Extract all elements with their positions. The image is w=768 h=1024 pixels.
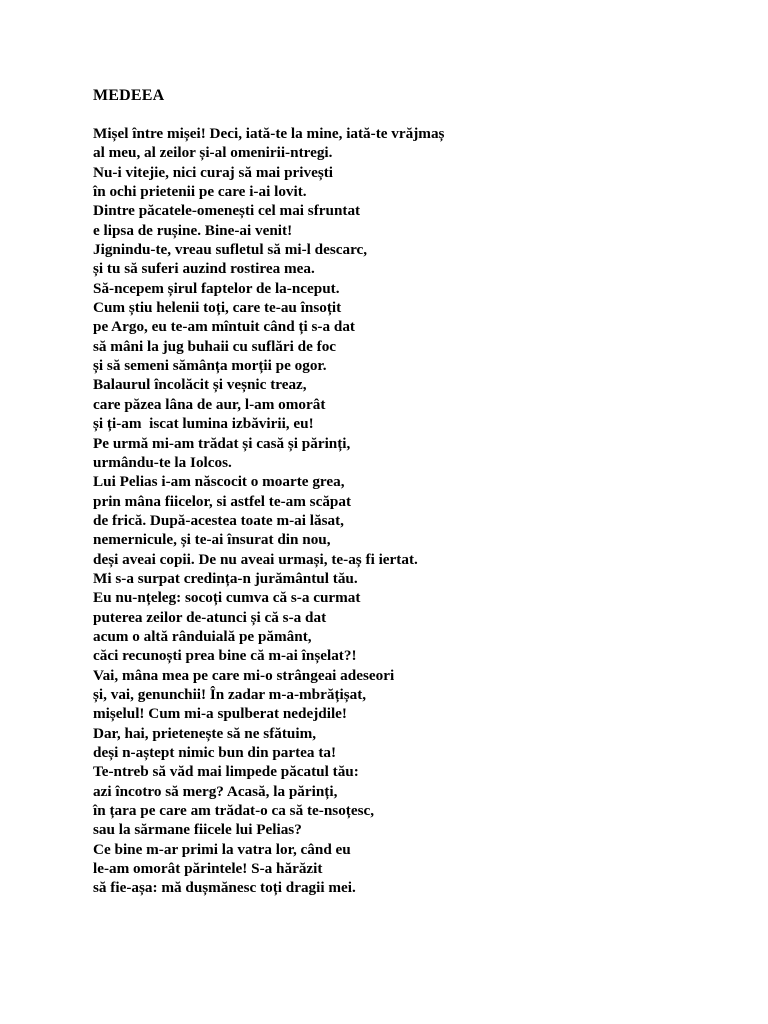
poem-line: Eu nu-nțeleg: socoți cumva că s-a curmat bbox=[93, 589, 361, 607]
poem-line: să fie-așa: mă dușmănesc toți dragii mei. bbox=[93, 879, 356, 897]
poem-line: prin mâna fiicelor, si astfel te-am scăpat bbox=[93, 492, 352, 510]
poem-line: Dar, hai, prietenește să ne sfătuim, bbox=[93, 724, 317, 742]
poem-line: Dintre păcatele-omenești cel mai sfruntat bbox=[93, 202, 361, 220]
poem-line: acum o altă rânduială pe pământ, bbox=[93, 627, 312, 645]
poem-line: nemernicule, și te-ai însurat din nou, bbox=[93, 531, 331, 549]
poem-line: mișelul! Cum mi-a spulberat nedejdile! bbox=[93, 705, 347, 723]
poem-line: al meu, al zeilor și-al omenirii-ntregi. bbox=[93, 144, 333, 162]
poem-line: Te-ntreb să văd mai limpede păcatul tău: bbox=[93, 763, 359, 781]
poem-line: să mâni la jug buhaii cu suflări de foc bbox=[93, 337, 337, 355]
poem-line: și, vai, genunchii! În zadar m-a-mbrățișat, bbox=[93, 685, 367, 703]
poem-text bbox=[93, 124, 753, 898]
poem-line: și să semeni sămânța morții pe ogor. bbox=[93, 357, 327, 375]
poem-line: Mișel între mișei! Deci, iată-te la mine, iată-te vrăjmaș bbox=[93, 125, 445, 142]
poem-line: de frică. După-acestea toate m-ai lăsat, bbox=[93, 511, 344, 529]
poem-line: în țara pe care am trădat-o ca să te-nsoțesc, bbox=[93, 802, 375, 820]
poem-line: căci recunoști prea bine că m-ai înșelat?! bbox=[93, 647, 357, 665]
poem-line: Ce bine m-ar primi la vatra lor, când eu bbox=[93, 840, 351, 858]
poem-line: Mi s-a surpat credința-n jurământul tău. bbox=[93, 569, 358, 587]
poem-line: Lui Pelias i-am născocit o moarte grea, bbox=[93, 473, 345, 491]
poem-line: Balaurul încolăcit și veșnic treaz, bbox=[93, 376, 307, 394]
poem-line: deși n-aștept nimic bun din partea ta! bbox=[93, 744, 337, 761]
poem-line: pe Argo, eu te-am mîntuit când ți s-a dat bbox=[93, 318, 355, 336]
poem-line: Cum știu helenii toți, care te-au însoțit bbox=[93, 299, 342, 317]
poem-line: sau la sărmane fiicele lui Pelias? bbox=[93, 821, 302, 839]
poem-line: le-am omorât părintele! S-a hărăzit bbox=[93, 860, 323, 878]
poem-line: Pe urmă mi-am trădat și casă și părinți, bbox=[93, 434, 351, 452]
poem-line: azi încotro să merg? Acasă, la părinți, bbox=[93, 782, 338, 800]
poem-line: care păzea lâna de aur, l-am omorât bbox=[93, 395, 326, 413]
poem-line: Să-ncepem șirul faptelor de la-nceput. bbox=[93, 279, 340, 297]
poem-line: e lipsa de rușine. Bine-ai venit! bbox=[93, 221, 293, 239]
poem-line: Vai, mâna mea pe care mi-o strângeai adeseori bbox=[93, 666, 395, 684]
poem-line: și tu să suferi auzind rostirea mea. bbox=[93, 260, 315, 278]
document-title: MEDEEA bbox=[93, 87, 165, 104]
poem-line: puterea zeilor de-atunci și că s-a dat bbox=[93, 608, 327, 626]
poem-line: în ochi prietenii pe care i-ai lovit. bbox=[93, 183, 307, 201]
poem-line: și ți-am iscat lumina izbăvirii, eu! bbox=[93, 415, 314, 433]
poem-line: Jignindu-te, vreau sufletul să mi-l descarc, bbox=[93, 241, 368, 259]
poem-line: urmându-te la Iolcos. bbox=[93, 453, 232, 471]
poem-line: Nu-i vitejie, nici curaj să mai privești bbox=[93, 163, 334, 181]
poem-line: deși aveai copii. De nu aveai urmași, te-aș fi iertat. bbox=[93, 550, 418, 568]
